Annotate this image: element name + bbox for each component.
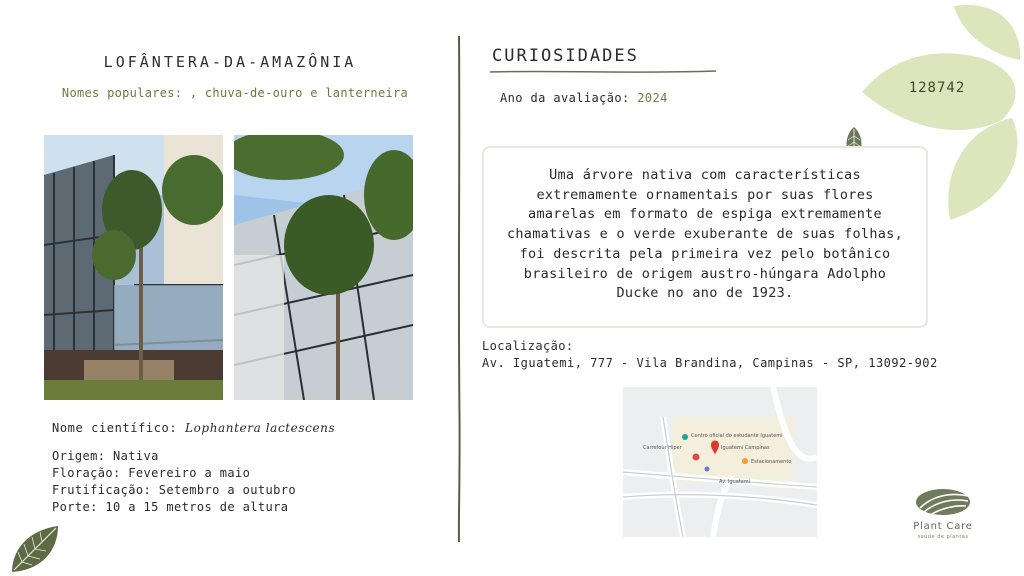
plant-facts xyxy=(52,448,296,516)
curiosities-heading: CURIOSIDADES xyxy=(492,46,639,66)
flowering-text: Floração: Fevereiro a maio xyxy=(52,466,251,480)
plant-title: LOFÂNTERA-DA-AMAZÔNIA xyxy=(103,53,357,71)
location-address: Av. Iguatemi, 777 - Vila Brandina, Campinas - SP, 13092-902 xyxy=(482,356,938,370)
size-text: Porte: 10 a 15 metros de altura xyxy=(52,500,289,514)
evaluation-year-label: Ano da avaliação: xyxy=(500,91,630,105)
fruiting-text: Frutificação: Setembro a outubro xyxy=(52,483,296,497)
scientific-name-label: Nome científico: xyxy=(52,421,178,435)
map-label-4: Av. Iguatemi xyxy=(719,479,751,485)
map-label-0: Centro oficial do estudante Iguatemi xyxy=(691,433,783,439)
plant-care-logo-icon xyxy=(914,486,972,518)
atrium-tree-photo xyxy=(44,135,223,400)
column-divider xyxy=(457,36,461,542)
plant-care-logo xyxy=(908,486,978,542)
map-label-2: Iguatemi Campinas xyxy=(721,445,770,451)
location-map[interactable] xyxy=(623,387,817,537)
scientific-name xyxy=(52,421,335,435)
scientific-name-value: Lophantera lactescens xyxy=(185,421,336,435)
plant-code-badge: 128742 xyxy=(908,80,966,96)
location-label: Localização: xyxy=(482,339,574,353)
origin-text: Origem: Nativa xyxy=(52,449,159,463)
map-label-3: Estacionamento xyxy=(751,459,792,465)
description-text: Uma árvore nativa com características extremamente ornamentais por suas flores amarelas em formato de espiga extremamente chamativas e o verde exuberante de suas folhas, foi descrita pela primeira vez pelo botânico brasileiro de origem austro-húngara Adolpho Ducke no ano de 1923. xyxy=(506,167,904,302)
tree-skylight-photo xyxy=(234,135,413,400)
evaluation-year xyxy=(500,91,668,105)
leaf-decoration-icon xyxy=(862,0,1024,226)
leaf-corner-icon xyxy=(8,522,62,576)
logo-name: Plant Care xyxy=(913,521,973,532)
map-label-1: Carrefour Hiper xyxy=(643,445,682,451)
heading-underline xyxy=(490,68,716,76)
logo-tagline: saúde de plantas xyxy=(917,534,969,540)
evaluation-year-value: 2024 xyxy=(637,91,668,105)
map-poi-icon xyxy=(682,434,688,440)
popular-names: Nomes populares: , chuva-de-ouro e lanterneira xyxy=(61,86,409,100)
